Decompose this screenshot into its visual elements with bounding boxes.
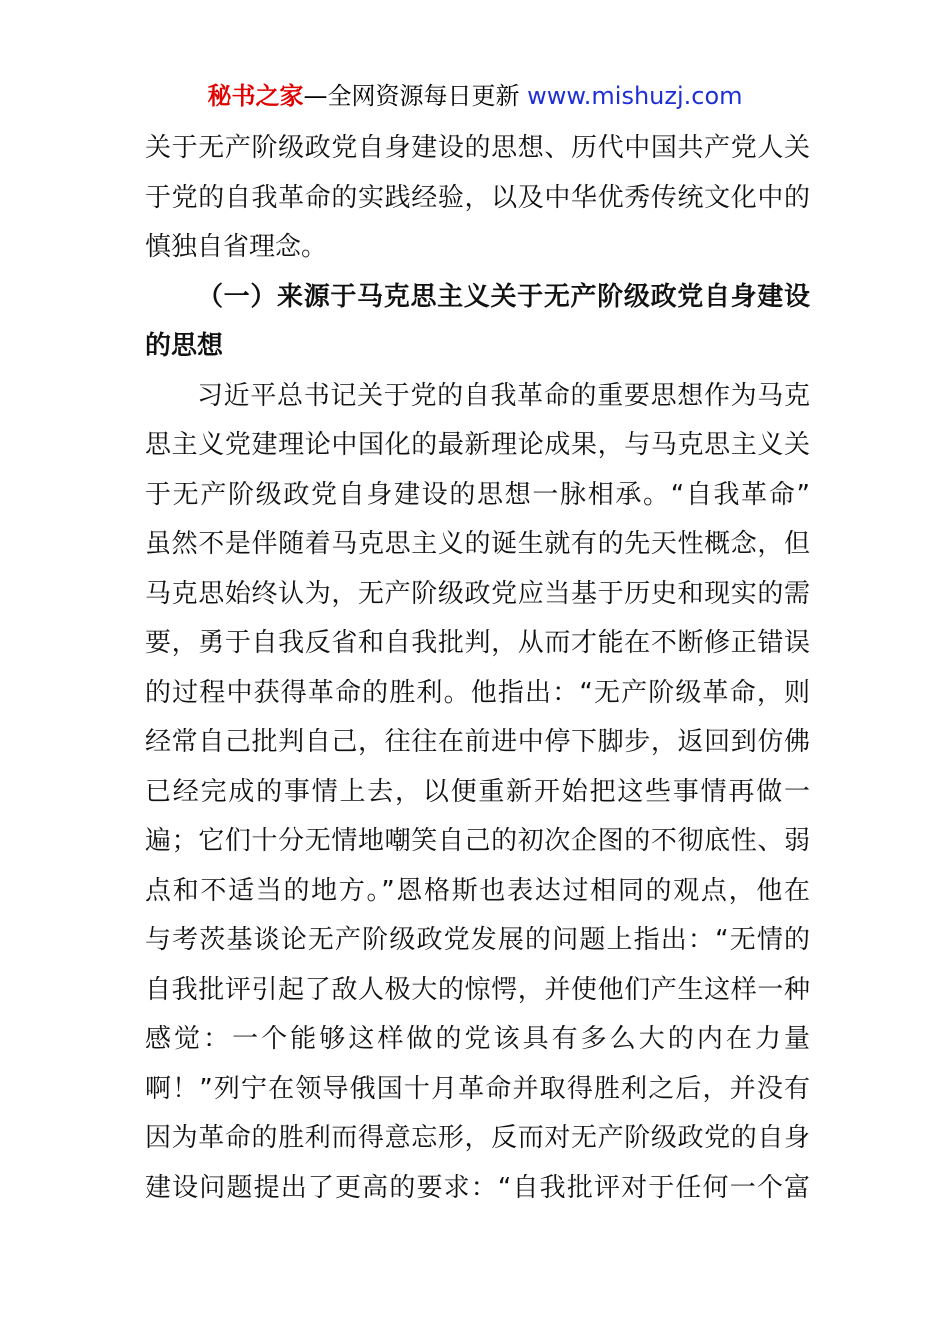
text-line: 啊！”列宁在领导俄国十月革命并取得胜利之后，并没有 [145, 1073, 810, 1104]
document-body [145, 124, 810, 1213]
text-line: 自我批评引起了敌人极大的惊愕，并使他们产生这样一种 [145, 974, 810, 1005]
text-line: 于无产阶级政党自身建设的思想一脉相承。“自我革命” [145, 479, 810, 510]
paragraph-start: 习近平总书记关于党的自我革命的重要思想作为马克 [197, 380, 810, 411]
header-site-link[interactable]: www.mishuzj.com [527, 82, 743, 110]
text-line: 遍；它们十分无情地嘲笑自己的初次企图的不彻底性、弱 [145, 826, 810, 856]
text-line: 慎独自省理念。 [145, 232, 328, 262]
text-line: 的过程中获得革命的胜利。他指出：“无产阶级革命，则 [145, 677, 810, 708]
header-brand: 秘书之家 [207, 82, 304, 110]
text-line: 因为革命的胜利而得意忘形，反而对无产阶级政党的自身 [145, 1123, 810, 1153]
text-line: 虽然不是伴随着马克思主义的诞生就有的先天性概念，但 [145, 529, 810, 559]
text-line: 思主义党建理论中国化的最新理论成果，与马克思主义关 [145, 430, 810, 460]
header-tagline: —全网资源每日更新 [303, 82, 520, 110]
text-line: 感觉：一个能够这样做的党该具有多么大的内在力量 [145, 1024, 810, 1054]
text-line: 关于无产阶级政党自身建设的思想、历代中国共产党人关 [145, 133, 810, 163]
text-line: 马克思始终认为，无产阶级政党应当基于历史和现实的需 [145, 578, 810, 609]
text-line: 经常自己批判自己，往往在前进中停下脚步，返回到仿佛 [145, 727, 810, 757]
page-header [0, 76, 950, 116]
text-line: 与考茨基谈论无产阶级政党发展的问题上指出：“无情的 [145, 925, 810, 955]
section-heading-cont: 的思想 [145, 331, 224, 361]
text-line: 要，勇于自我反省和自我批判，从而才能在不断修正错误 [145, 628, 810, 658]
text-line: 建设问题提出了更高的要求：“自我批评对于任何一个富 [145, 1172, 810, 1203]
section-heading: （一）来源于马克思主义关于无产阶级政党自身建设 [197, 281, 810, 312]
text-line: 已经完成的事情上去，以便重新开始把这些事情再做一 [145, 776, 810, 807]
text-line: 于党的自我革命的实践经验，以及中华优秀传统文化中的 [145, 182, 810, 213]
text-line: 点和不适当的地方。”恩格斯也表达过相同的观点，他在 [145, 875, 810, 906]
